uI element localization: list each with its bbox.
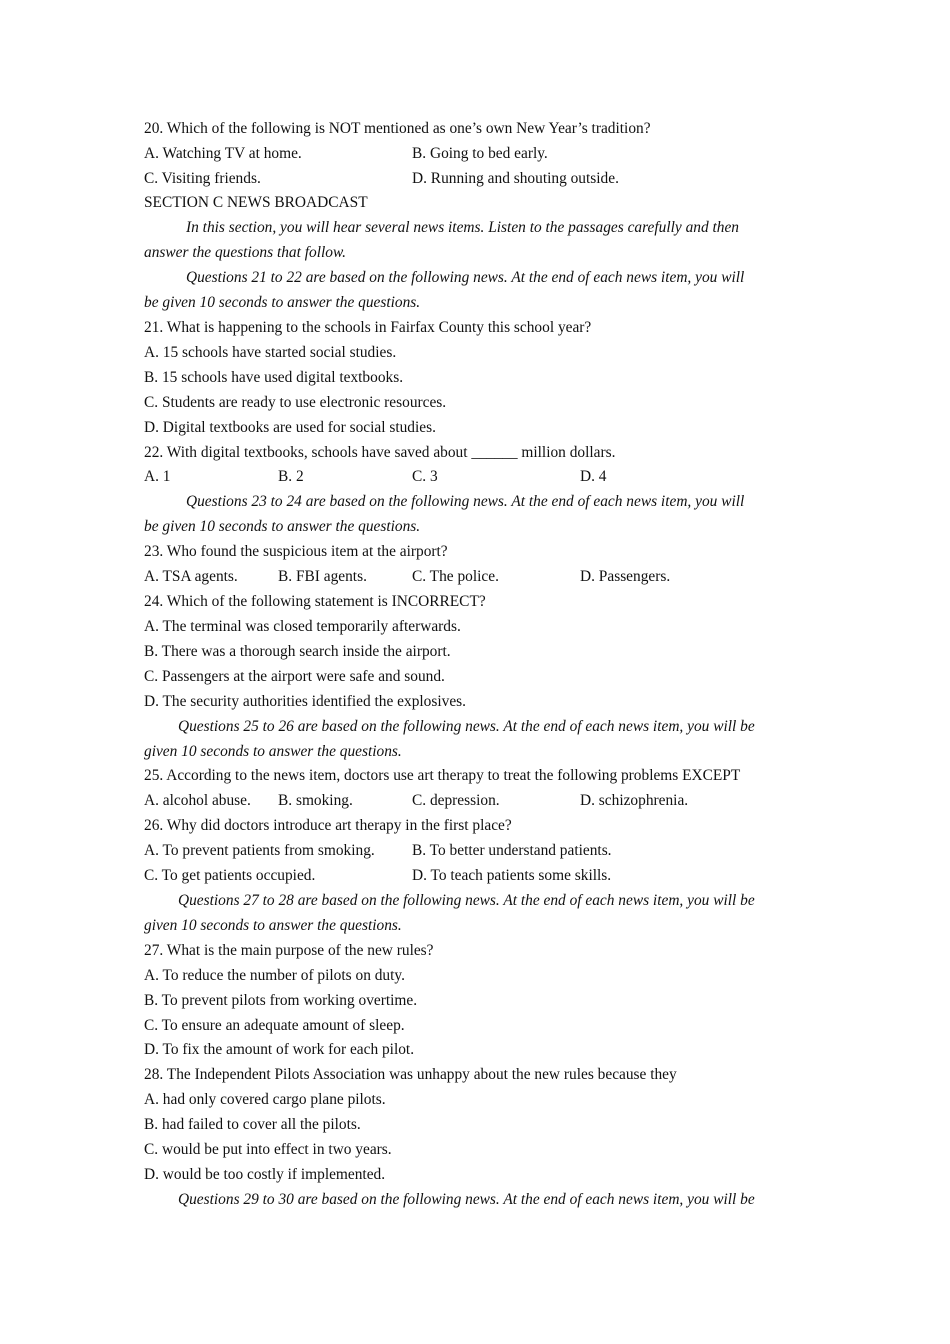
news-21-22-directions-line-2: be given 10 seconds to answer the questions. [144,294,421,311]
question-25-stem: 25. According to the news item, doctors use art therapy to treat the following problems EXCEPT [144,767,741,784]
question-24-option-d: D. The security authorities identified the explosives. [144,693,466,710]
question-22-option-b: B. 2 [278,468,304,485]
question-23-option-d: D. Passengers. [580,568,671,585]
news-29-30-directions-line-1: Questions 29 to 30 are based on the following news. At the end of each news item, you will be [178,1191,755,1208]
news-23-24-directions-line-1: Questions 23 to 24 are based on the following news. At the end of each news item, you will [186,493,745,510]
question-28-option-b: B. had failed to cover all the pilots. [144,1116,361,1133]
question-26-option-d: D. To teach patients some skills. [412,867,612,884]
question-22-option-c: C. 3 [412,468,438,485]
section-c-intro-line-1: In this section, you will hear several news items. Listen to the passages carefully and then [186,219,739,236]
question-23-option-a: A. TSA agents. [144,568,238,585]
question-20-option-c: C. Visiting friends. [144,170,261,187]
question-28-option-c: C. would be put into effect in two years. [144,1141,392,1158]
news-21-22-directions-line-1: Questions 21 to 22 are based on the following news. At the end of each news item, you will [186,269,745,286]
section-c-intro-line-2: answer the questions that follow. [144,244,346,261]
question-22-stem: 22. With digital textbooks, schools have saved about ______ million dollars. [144,444,616,461]
question-26-option-b: B. To better understand patients. [412,842,612,859]
question-27-option-c: C. To ensure an adequate amount of sleep. [144,1017,405,1034]
question-27-stem: 27. What is the main purpose of the new rules? [144,942,434,959]
question-24-option-a: A. The terminal was closed temporarily afterwards. [144,618,461,635]
question-25-option-d: D. schizophrenia. [580,792,689,809]
question-24-option-c: C. Passengers at the airport were safe and sound. [144,668,445,685]
question-22-option-d: D. 4 [580,468,607,485]
question-20-option-d: D. Running and shouting outside. [412,170,619,187]
question-28-option-a: A. had only covered cargo plane pilots. [144,1091,386,1108]
question-21-option-d: D. Digital textbooks are used for social studies. [144,419,436,436]
question-21-option-c: C. Students are ready to use electronic resources. [144,394,447,411]
question-28-stem: 28. The Independent Pilots Association was unhappy about the new rules because they [144,1066,677,1083]
question-28-option-d: D. would be too costly if implemented. [144,1166,386,1183]
question-23-option-b: B. FBI agents. [278,568,367,585]
question-24-stem: 24. Which of the following statement is INCORRECT? [144,593,486,610]
question-20-option-a: A. Watching TV at home. [144,145,302,162]
section-c-heading: SECTION C NEWS BROADCAST [144,194,368,211]
question-21-stem: 21. What is happening to the schools in Fairfax County this school year? [144,319,592,336]
question-25-option-a: A. alcohol abuse. [144,792,251,809]
news-25-26-directions-line-1: Questions 25 to 26 are based on the following news. At the end of each news item, you will be [178,718,755,735]
news-27-28-directions-line-1: Questions 27 to 28 are based on the following news. At the end of each news item, you will be [178,892,755,909]
question-25-option-c: C. depression. [412,792,500,809]
question-27-option-d: D. To fix the amount of work for each pilot. [144,1041,415,1058]
question-20-option-b: B. Going to bed early. [412,145,548,162]
question-22-option-a: A. 1 [144,468,171,485]
question-25-option-b: B. smoking. [278,792,353,809]
question-21-option-b: B. 15 schools have used digital textbooks. [144,369,404,386]
news-23-24-directions-line-2: be given 10 seconds to answer the questions. [144,518,421,535]
news-25-26-directions-line-2: given 10 seconds to answer the questions. [144,743,402,760]
question-26-stem: 26. Why did doctors introduce art therapy in the first place? [144,817,512,834]
question-21-option-a: A. 15 schools have started social studies. [144,344,397,361]
question-26-option-c: C. To get patients occupied. [144,867,316,884]
question-23-stem: 23. Who found the suspicious item at the airport? [144,543,448,560]
question-23-option-c: C. The police. [412,568,499,585]
question-26-option-a: A. To prevent patients from smoking. [144,842,375,859]
question-27-option-a: A. To reduce the number of pilots on duty. [144,967,405,984]
question-27-option-b: B. To prevent pilots from working overtime. [144,992,418,1009]
news-27-28-directions-line-2: given 10 seconds to answer the questions. [144,917,402,934]
question-24-option-b: B. There was a thorough search inside the airport. [144,643,451,660]
question-20-stem: 20. Which of the following is NOT mentioned as one’s own New Year’s tradition? [144,120,651,137]
